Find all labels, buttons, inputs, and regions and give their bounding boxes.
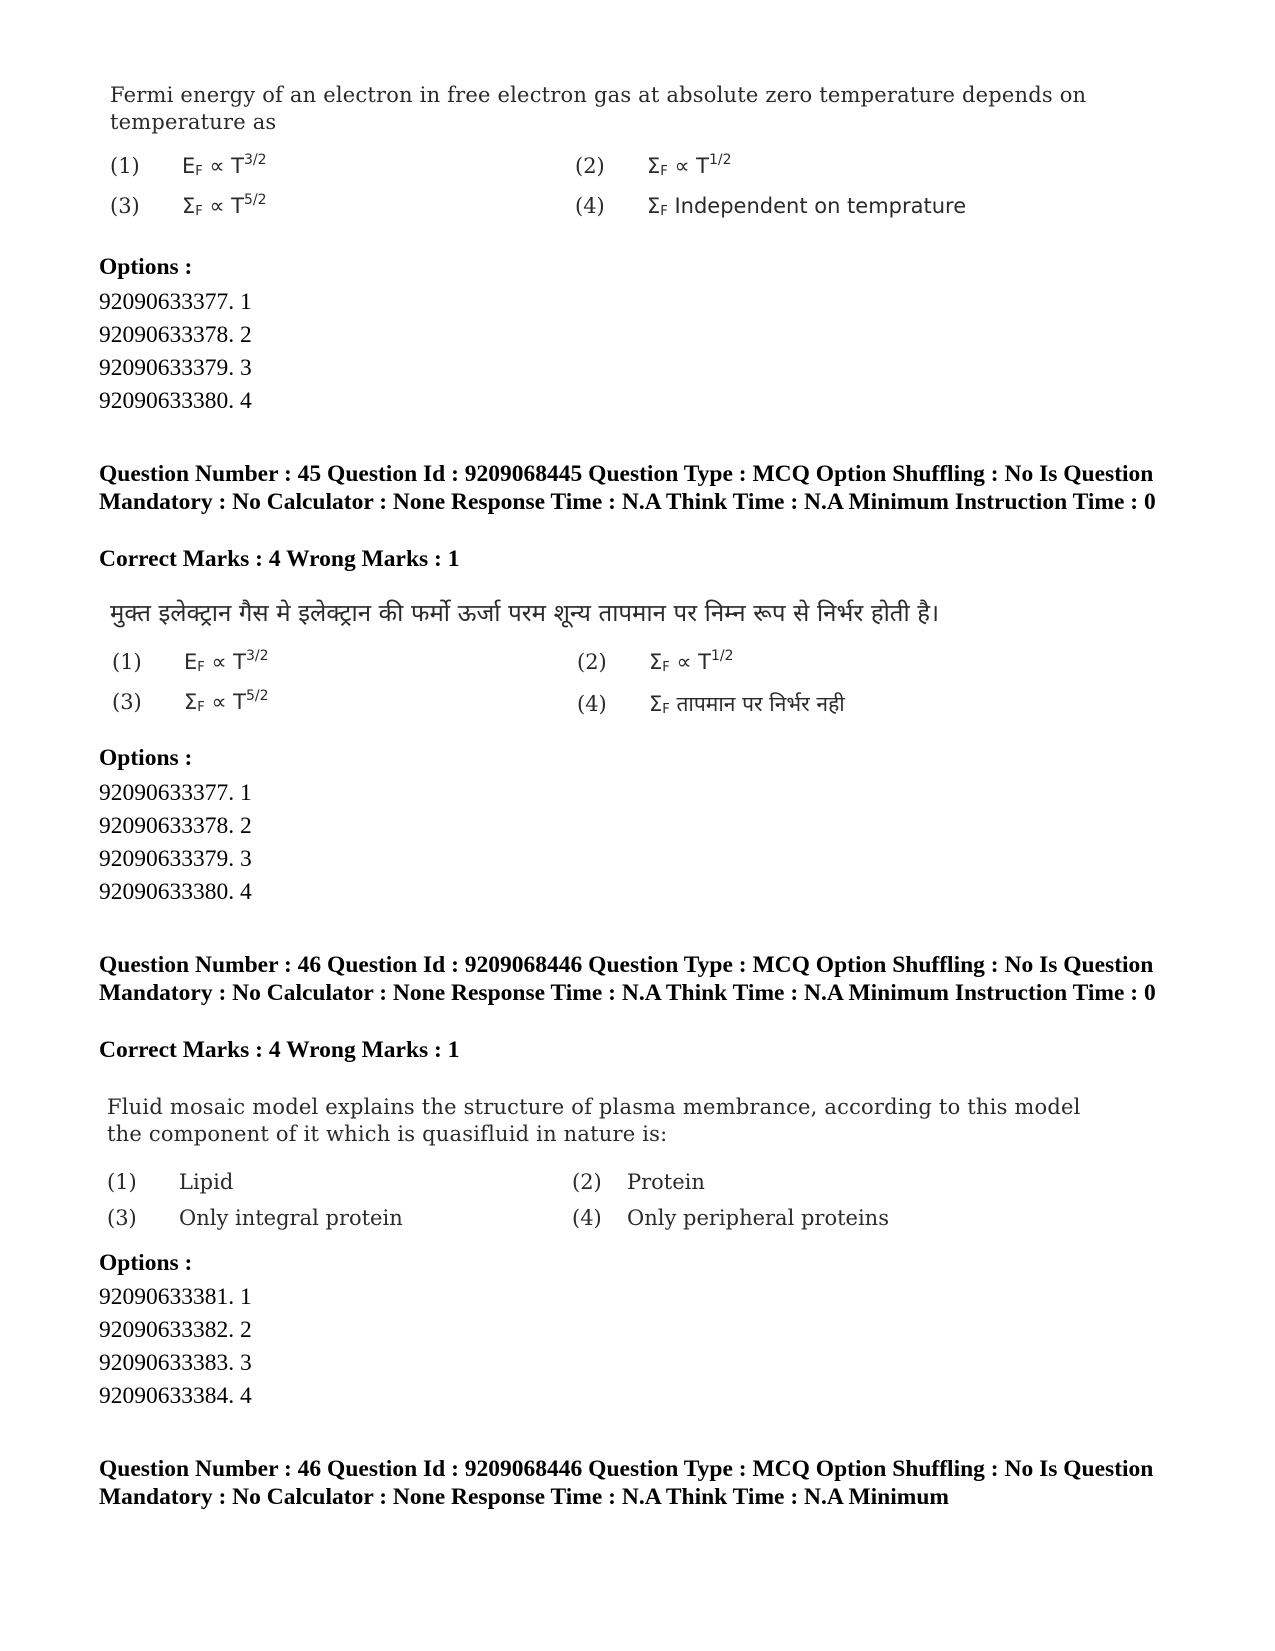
choice-3: (3) $\Sigma_F \propto T^{5/2}$ xyxy=(110,192,267,219)
question-text-46: Fluid mosaic model explains the structure of plasma membrance, according to this model the component of it which is quasifluid in nature is: xyxy=(107,1095,1081,1146)
options-list-46 xyxy=(99,1281,252,1413)
choice-1: (1) Lipid xyxy=(107,1170,234,1194)
choice-2: (2) $\Sigma_F \propto T^{1/2}$ xyxy=(577,648,734,675)
option-id: 92090633384. 4 xyxy=(99,1383,252,1409)
options-label: Options : xyxy=(99,745,193,771)
choice-3: (3) $\Sigma_F \propto T^{5/2}$ xyxy=(112,688,269,715)
option-id: 92090633381. 1 xyxy=(99,1284,252,1310)
choice-grid-46 xyxy=(107,1170,1117,1250)
option-id: 92090633377. 1 xyxy=(99,289,252,315)
option-id: 92090633383. 3 xyxy=(99,1350,252,1376)
option-id: 92090633377. 1 xyxy=(99,780,252,806)
question-image-46 xyxy=(107,1094,1117,1250)
question-image-45 xyxy=(110,598,1120,730)
option-id: 92090633378. 2 xyxy=(99,813,252,839)
option-id: 92090633379. 3 xyxy=(99,846,252,872)
choice-grid-45 xyxy=(110,650,1120,730)
option-id: 92090633380. 4 xyxy=(99,879,252,905)
options-list-45 xyxy=(99,777,252,909)
marks-46: Correct Marks : 4 Wrong Marks : 1 xyxy=(99,1037,460,1063)
question-meta-next: Question Number : 46 Question Id : 9209068446 Question Type : MCQ Option Shuffling : No Is Question Mandatory : No Calculator : None Response Time : N.A Think Time : N.A Minimum xyxy=(99,1456,1154,1510)
option-id: 92090633382. 2 xyxy=(99,1317,252,1343)
question-text-44: Fermi energy of an electron in free electron gas at absolute zero temperature depends on temperature as xyxy=(110,83,1087,134)
options-list-44 xyxy=(99,286,252,418)
choice-4: (4) $\Sigma_F$ तापमान पर निर्भर नही xyxy=(577,692,845,717)
question-image-44 xyxy=(110,82,1120,234)
choice-2: (2) $\Sigma_F \propto T^{1/2}$ xyxy=(575,152,732,179)
question-meta-45: Question Number : 45 Question Id : 9209068445 Question Type : MCQ Option Shuffling : No Is Question Mandatory : No Calculator : None Response Time : N.A Think Time : N.A Minimum Instruction Time : 0 xyxy=(99,461,1156,515)
question-meta-46: Question Number : 46 Question Id : 9209068446 Question Type : MCQ Option Shuffling : No Is Question Mandatory : No Calculator : None Response Time : N.A Think Time : N.A Minimum Instruction Time : 0 xyxy=(99,952,1156,1006)
choice-3: (3) Only integral protein xyxy=(107,1206,403,1230)
choice-4: (4) Only peripheral proteins xyxy=(572,1206,889,1230)
option-id: 92090633378. 2 xyxy=(99,322,252,348)
choice-1: (1) $E_F \propto T^{3/2}$ xyxy=(112,648,269,675)
options-label: Options : xyxy=(99,1250,193,1276)
choice-2: (2) Protein xyxy=(572,1170,705,1194)
option-id: 92090633380. 4 xyxy=(99,388,252,414)
options-label: Options : xyxy=(99,254,193,280)
choice-grid-44 xyxy=(110,154,1120,234)
option-id: 92090633379. 3 xyxy=(99,355,252,381)
question-text-45: मुक्त इलेक्ट्रान गैस मे इलेक्ट्रान की फर्मो ऊर्जा परम शून्य तापमान पर निम्न रूप से निर्भर होती है। xyxy=(110,599,940,627)
choice-1: (1) $E_F \propto T^{3/2}$ xyxy=(110,152,267,179)
choice-4: (4) $\Sigma_F$ Independent on temprature xyxy=(575,194,967,219)
marks-45: Correct Marks : 4 Wrong Marks : 1 xyxy=(99,546,460,572)
